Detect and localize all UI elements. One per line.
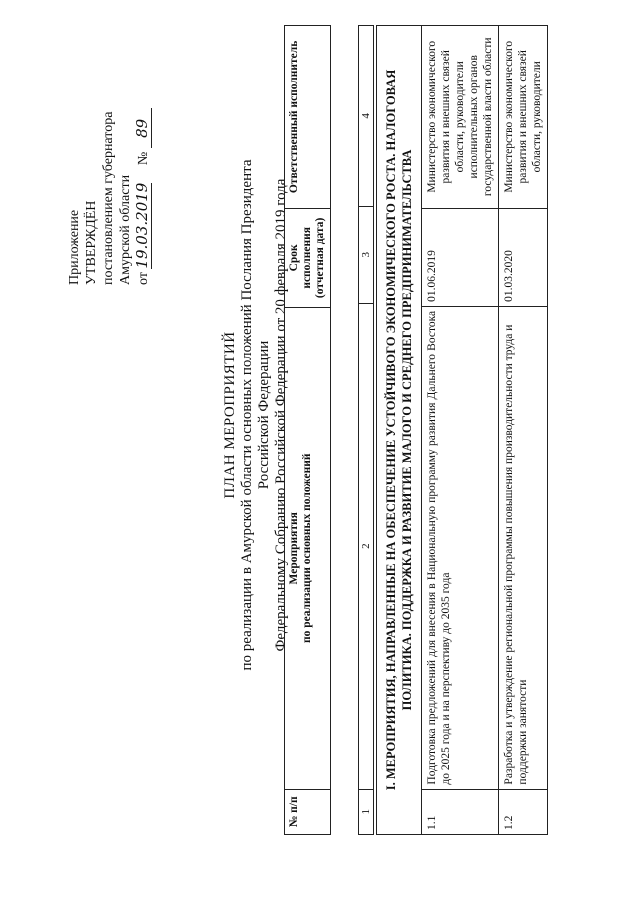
row-num: 1.1 xyxy=(422,789,499,834)
approval-line-decree: постановлением губернатора xyxy=(101,111,116,285)
approval-date: 19.03.2019 xyxy=(133,182,151,269)
approval-line-appendix: Приложение xyxy=(67,209,82,285)
header-activity-line2: по реализации основных положений xyxy=(301,453,313,644)
approval-number-label: № xyxy=(136,151,151,166)
row-num: 1.2 xyxy=(499,789,548,834)
document-title xyxy=(222,155,290,675)
row-deadline: 01.06.2019 xyxy=(422,208,499,306)
col-number: 1 xyxy=(359,789,374,834)
section-heading: I. МЕРОПРИЯТИЯ, НАПРАВЛЕННЫЕ НА ОБЕСПЕЧЕНИЕ УСТОЙЧИВОГО ЭКОНОМИЧЕСКОГО РОСТА. НАЛОГОВАЯ ПОЛИТИКА. ПОДДЕРЖКА И РАЗВИТИЕ МАЛОГО И СРЕДНЕГО ПРЕДПРИНИМАТЕЛЬСТВА xyxy=(377,26,422,835)
header-activity xyxy=(285,307,331,789)
row-deadline: 01.03.2020 xyxy=(499,208,548,306)
approval-stamp xyxy=(66,108,152,285)
table-row xyxy=(499,26,548,835)
row-activity: Разработка и утверждение региональной программы повышения производительности труда и поддержки занятости xyxy=(499,306,548,789)
approval-date-line xyxy=(134,108,152,285)
row-activity: Подготовка предложений для внесения в Национальную программу развития Дальнего Востока до 2025 года и на перспективу до 2035 года xyxy=(422,306,499,789)
row-executor: Министерство экономического развития и внешних связей области, руководители исполнительных органов государственной власти области xyxy=(422,26,499,209)
column-numbers-row xyxy=(358,25,374,835)
table-row xyxy=(422,26,499,835)
table-body xyxy=(376,25,548,835)
approval-line-region: Амурской области xyxy=(118,174,133,285)
title-sub-2: Федеральному Собранию Российской Федерации от 20 февраля 2019 года xyxy=(273,178,289,652)
col-number: 4 xyxy=(359,26,374,207)
col-number: 2 xyxy=(359,303,374,789)
approval-number: 89 xyxy=(134,108,152,148)
title-sub-1: по реализации в Амурской области основных положений Послания Президента Российской Федерации xyxy=(239,159,272,671)
header-num: № п/п xyxy=(285,789,331,834)
table-header xyxy=(284,25,331,835)
approval-from-label: от xyxy=(136,272,151,285)
header-deadline: Срок исполнения (отчетная дата) xyxy=(285,208,331,307)
row-executor: Министерство экономического развития и внешних связей области, руководители xyxy=(499,26,548,209)
approval-line-approved: УТВЕРЖДЁН xyxy=(84,200,99,285)
header-executor: Ответственный исполнитель xyxy=(285,26,331,209)
col-number: 3 xyxy=(359,206,374,303)
header-activity-line1: Мероприятия xyxy=(288,512,300,585)
title-main: ПЛАН МЕРОПРИЯТИЙ xyxy=(222,331,238,499)
